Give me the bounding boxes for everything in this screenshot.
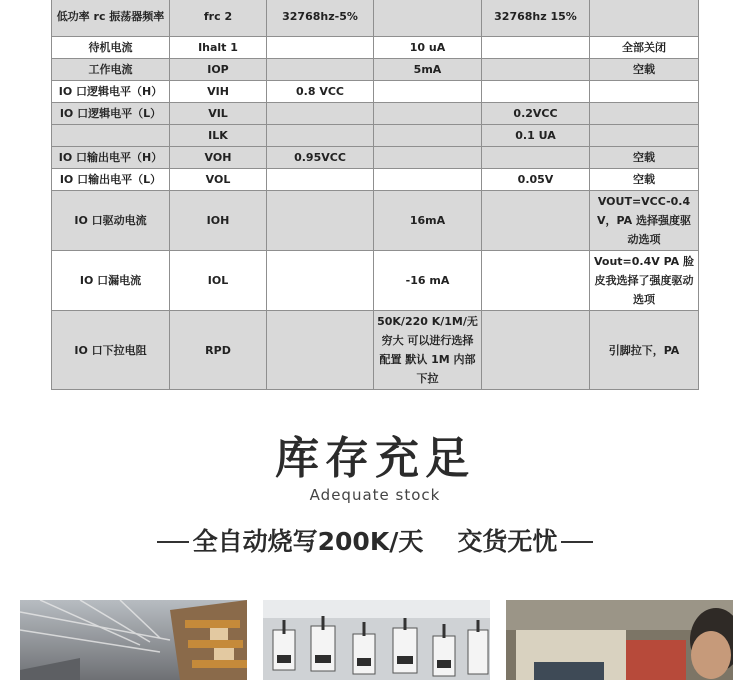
table-cell: 空载 [590,169,699,191]
table-row [52,103,699,125]
table-cell [590,103,699,125]
table-row [52,169,699,191]
table-cell: 32768hz 15% [482,0,590,37]
table-cell: VIH [170,81,267,103]
table-cell [374,81,482,103]
table-cell [267,191,374,251]
spec-table [51,0,699,390]
table-cell: VIL [170,103,267,125]
table-cell: frc 2 [170,0,267,37]
table-cell [267,169,374,191]
table-cell: 全部关闭 [590,37,699,59]
slogan-left-rule [157,541,189,543]
slogan-text [189,524,562,560]
table-cell [374,169,482,191]
table-cell [267,311,374,390]
machine-photo [263,600,490,680]
table-cell [482,59,590,81]
table-cell: VOUT=VCC-0.4 V，PA 选择强度驱动选项 [590,191,699,251]
table-cell: 32768hz-5% [267,0,374,37]
table-row [52,59,699,81]
warehouse-photo [20,600,247,680]
table-cell [482,191,590,251]
slogan-row [0,524,750,560]
stock-subtitle: Adequate stock [309,486,441,504]
table-cell: 5mA [374,59,482,81]
table-cell [482,311,590,390]
table-cell: 0.05V [482,169,590,191]
table-cell [374,125,482,147]
table-cell: IO 口下拉电阻 [52,311,170,390]
table-cell [482,37,590,59]
table-cell: 0.8 VCC [267,81,374,103]
table-cell [374,0,482,37]
table-row [52,251,699,311]
slogan-right-rule [561,541,593,543]
table-cell: ILK [170,125,267,147]
slogan-delivery: 交货无忧 [457,527,558,556]
table-cell: VOL [170,169,267,191]
table-cell [374,147,482,169]
table-cell: IO 口输出电平（H） [52,147,170,169]
table-cell: IO 口输出电平（L） [52,169,170,191]
table-cell: 引脚拉下，PA [590,311,699,390]
table-cell: 空载 [590,59,699,81]
table-row [52,191,699,251]
table-cell: IO 口逻辑电平（L） [52,103,170,125]
table-cell: 低功率 rc 振荡器频率 [52,0,170,37]
table-row [52,125,699,147]
table-cell [267,251,374,311]
table-cell: IOL [170,251,267,311]
table-cell [590,81,699,103]
table-cell [590,125,699,147]
table-cell: 待机电流 [52,37,170,59]
table-cell: Vout=0.4V PA 脸皮我选择了强度驱动选项 [590,251,699,311]
table-cell: 0.2VCC [482,103,590,125]
table-cell [374,103,482,125]
table-cell: IO 口漏电流 [52,251,170,311]
table-cell [52,125,170,147]
table-cell: 工作电流 [52,59,170,81]
table-row [52,0,699,37]
worker-photo [506,600,733,680]
table-cell: VOH [170,147,267,169]
table-cell: IOH [170,191,267,251]
table-row [52,37,699,59]
table-cell [267,125,374,147]
table-cell [482,147,590,169]
table-cell: IO 口驱动电流 [52,191,170,251]
table-cell [482,81,590,103]
table-cell [590,0,699,37]
table-cell: 0.1 UA [482,125,590,147]
stock-title: 库存充足 [275,433,475,484]
table-cell [482,251,590,311]
table-cell: 0.95VCC [267,147,374,169]
table-cell: Ihalt 1 [170,37,267,59]
table-row [52,81,699,103]
table-cell: 50K/220 K/1M/无穷大 可以进行选择配置 默认 1M 内部下拉 [374,311,482,390]
table-cell [267,103,374,125]
table-cell: RPD [170,311,267,390]
table-cell: -16 mA [374,251,482,311]
table-cell [267,37,374,59]
slogan-production: 全自动烧写200K/天 [192,527,424,556]
table-cell: 10 uA [374,37,482,59]
table-cell: IOP [170,59,267,81]
table-cell: 16mA [374,191,482,251]
table-cell: IO 口逻辑电平（H） [52,81,170,103]
table-cell: 空载 [590,147,699,169]
table-row [52,311,699,390]
table-row [52,147,699,169]
table-cell [267,59,374,81]
